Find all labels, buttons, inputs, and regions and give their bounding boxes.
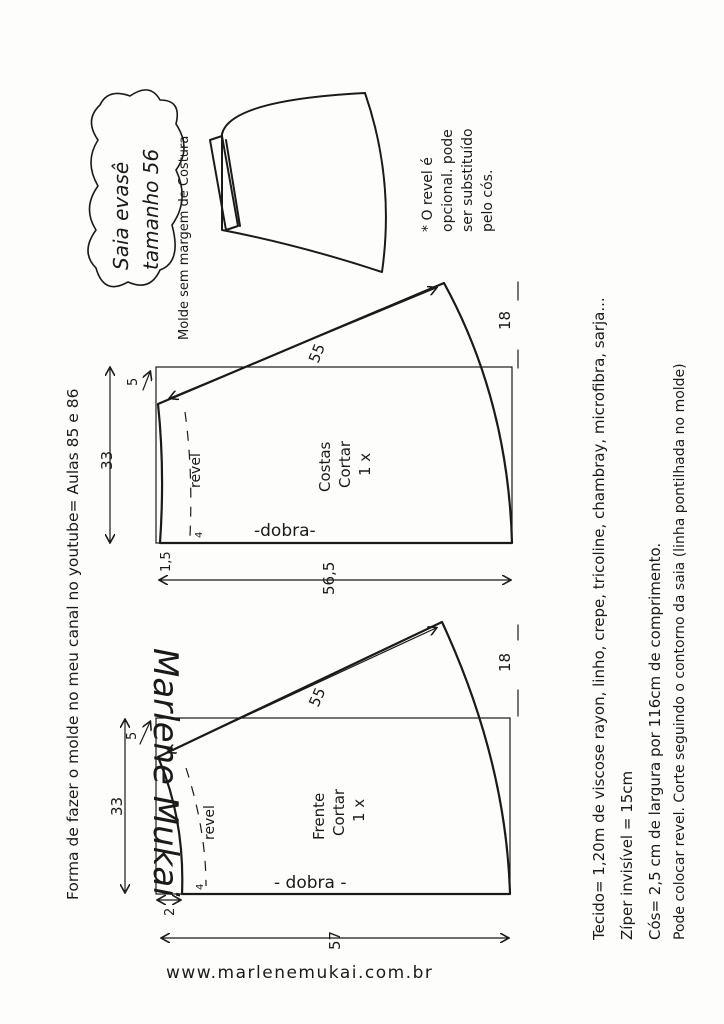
revel-note-group [420,128,496,232]
badge-title: Saia evasê [109,161,133,270]
back-width-label: 56,5 [320,561,338,595]
badge-size: tamanho 56 [139,148,163,270]
zipper-note: Zíper invisível = 15cm [618,770,636,940]
back-slant-label: 55 [305,341,329,366]
back-fold-label: -dobra- [254,521,316,541]
website-url: www.marlenemukai.com.br [166,963,434,983]
front-facing-width-label: 4 [195,883,206,890]
revel-note-line4: pelo cós. [480,169,496,232]
front-facing-label: revel [202,805,218,840]
back-drop-label: 1,5 [159,551,174,572]
back-top-rise-label: 5 [126,377,141,386]
revel-note-line2: opcional. pode [440,129,456,232]
front-title: Frente [310,792,328,840]
skirt-illustration [210,93,386,272]
waistband-note: Cós= 2,5 cm de largura por 116cm de comprimento. [646,542,664,940]
front-height-label: 33 [108,796,126,816]
back-facing-width-label: 4 [194,531,205,538]
back-qty: 1 x [356,452,374,476]
signature: Marlene Mukai [145,648,185,897]
video-note: Forma de fazer o molde no meu canal no youtube= Aulas 85 e 86 [64,388,82,900]
front-fold-label: - dobra - [274,873,347,893]
front-width-label: 57 [326,930,344,950]
back-cut: Cortar [336,440,354,488]
back-facing-label: revel [188,453,204,488]
front-outline [158,622,510,894]
back-hem-label: 18 [496,310,514,330]
front-hem-label: 18 [496,652,514,672]
mold-note-group [177,136,192,340]
back-pattern-piece [98,282,518,595]
size-badge [88,90,184,287]
front-cut: Cortar [330,788,348,836]
revel-note-line1: * O revel é [420,157,436,232]
front-drop-label: 2 [163,907,178,916]
back-guide-rect [156,367,512,543]
revel-note-line3: ser substituído [460,128,476,232]
fabric-note: Tecido= 1,20m de viscose rayon, linho, crepe, tricoline, chambray, microfibra, sarja... [590,297,608,940]
back-outline [158,283,512,543]
front-top-rise-label: 5 [125,731,140,740]
mold-note: Molde sem margem de Costura [177,135,192,340]
material-notes [590,297,688,941]
revel-tip-note: Pode colocar revel. Corte seguindo o contorno da saia (linha pontilhada no molde) [672,363,688,940]
front-qty: 1 x [350,798,368,822]
front-slant-label: 55 [305,684,330,710]
back-height-label: 33 [98,450,116,470]
back-title: Costas [316,441,334,492]
